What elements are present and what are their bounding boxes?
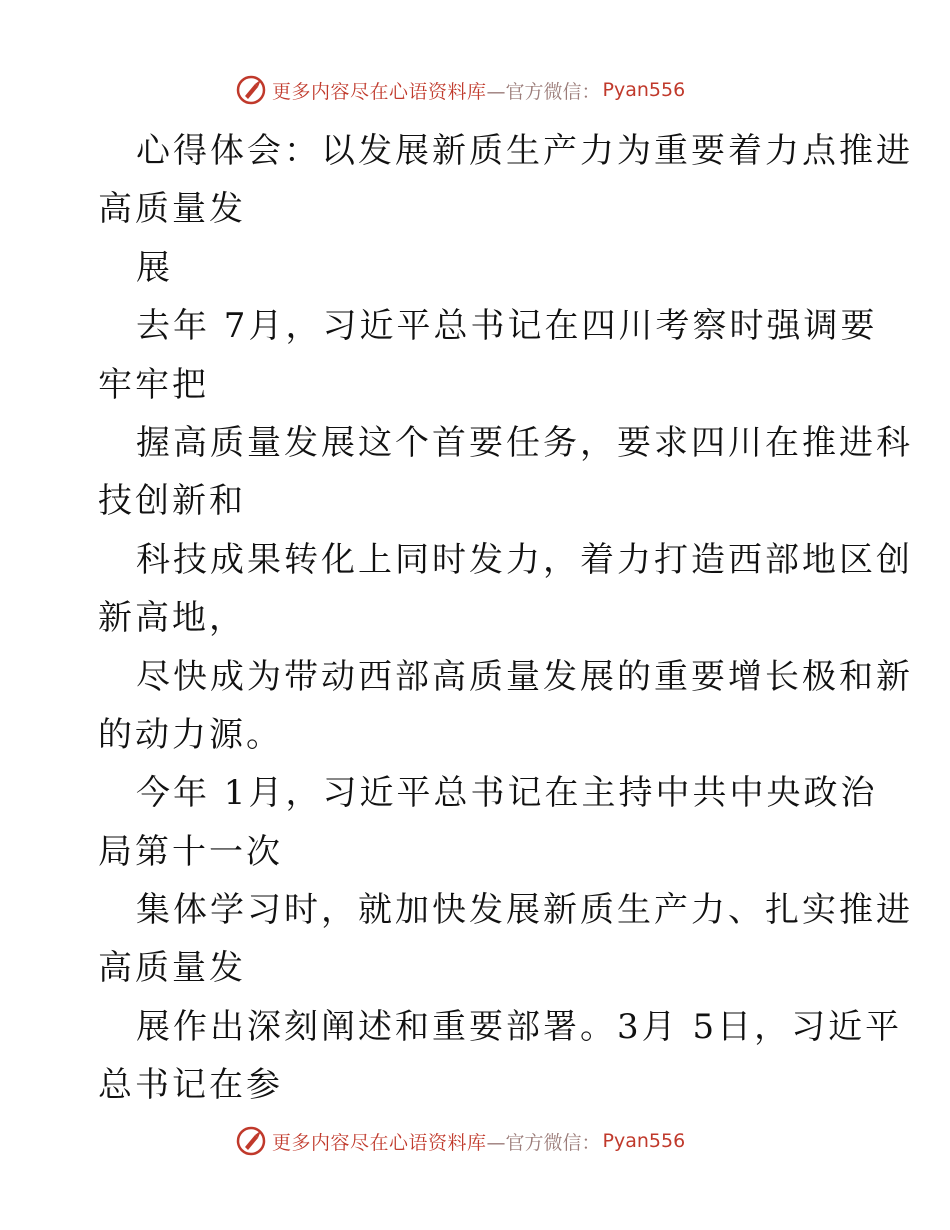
footer-watermark bbox=[236, 1124, 836, 1158]
watermark-text: 更多内容尽在心语资料库 bbox=[272, 80, 487, 103]
text-line: 尽快成为带动西部高质量发展的重要增长极和新 bbox=[136, 656, 913, 697]
text-line: 总书记在参 bbox=[98, 1065, 283, 1106]
text-line: 高质量发 bbox=[98, 948, 246, 989]
text-line: 新高地， bbox=[98, 598, 246, 639]
text-line: 牢牢把 bbox=[98, 364, 209, 405]
text-line: 科技成果转化上同时发力，着力打造西部地区创 bbox=[136, 539, 913, 580]
document-body bbox=[98, 122, 913, 1115]
header-watermark bbox=[236, 73, 836, 107]
text-line: 技创新和 bbox=[98, 481, 246, 522]
text-line: 握高质量发展这个首要任务，要求四川在推进科 bbox=[136, 422, 913, 463]
text-line: 展作出深刻阐述和重要部署。3月 5日，习近平 bbox=[136, 1006, 903, 1047]
text-line: 高质量发 bbox=[98, 189, 246, 230]
text-line: 局第十一次 bbox=[98, 831, 283, 872]
text-line: 去年 7月，习近平总书记在四川考察时强调要 bbox=[136, 306, 878, 347]
text-line: 今年 1月，习近平总书记在主持中共中央政治 bbox=[136, 773, 878, 814]
seal-icon bbox=[236, 75, 266, 105]
text-line: 展 bbox=[136, 247, 173, 288]
text-line: 心得体会：以发展新质生产力为重要着力点推进 bbox=[136, 131, 913, 171]
text-line: 的动力源。 bbox=[98, 714, 283, 755]
watermark-id: Pyan556 bbox=[602, 1130, 686, 1152]
watermark-contact: —官方微信： bbox=[486, 1131, 601, 1154]
watermark-contact: —官方微信： bbox=[486, 80, 601, 103]
seal-icon bbox=[236, 1126, 266, 1156]
text-line: 集体学习时，就加快发展新质生产力、扎实推进 bbox=[136, 890, 913, 931]
watermark-id: Pyan556 bbox=[602, 79, 686, 101]
watermark-text: 更多内容尽在心语资料库 bbox=[272, 1131, 487, 1154]
